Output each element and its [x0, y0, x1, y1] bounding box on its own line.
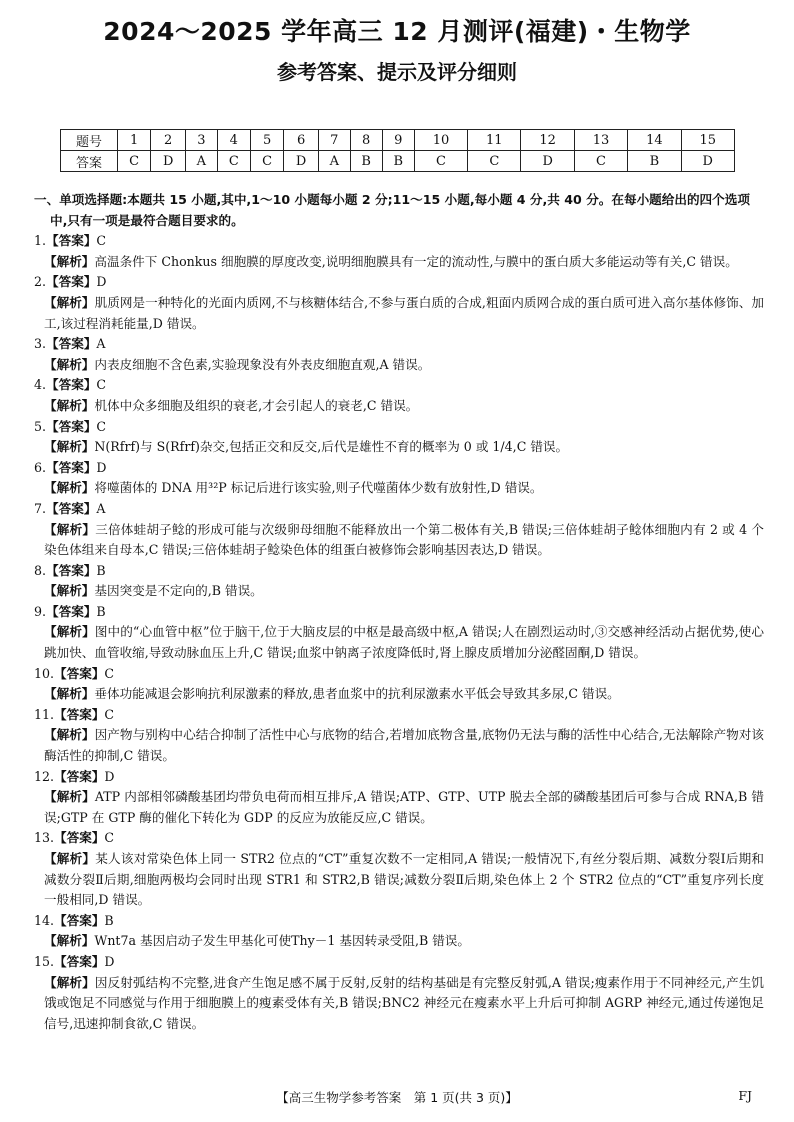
page-title: 2024～2025 学年高三 12 月测评(福建)・生物学 [103, 17, 691, 46]
answer-value: D [104, 768, 115, 784]
question-item [34, 417, 764, 458]
explanation-line [34, 931, 764, 952]
page-footer: 【高三生物学参考答案 第 1 页(共 3 页)】 [276, 1090, 518, 1105]
question-item [34, 499, 764, 561]
question-number-cell: 15 [681, 130, 734, 151]
explain-tag: 【解析】 [44, 933, 95, 949]
answer-line [34, 334, 764, 355]
answer-cell: C [414, 151, 467, 172]
answer-value: B [96, 603, 106, 619]
question-number-cell: 7 [319, 130, 351, 151]
explanation-line [34, 293, 764, 334]
explain-tag: 【解析】 [44, 397, 95, 413]
answer-header: 答案 [61, 151, 118, 172]
answer-line [34, 231, 764, 252]
answer-tag: 【答案】 [54, 912, 105, 928]
question-number-cell: 3 [186, 130, 218, 151]
question-number: 14. [34, 912, 55, 928]
question-number: 13. [34, 830, 55, 846]
question-number: 1. [34, 233, 47, 249]
question-item [34, 664, 764, 705]
question-number: 4. [34, 377, 47, 393]
answer-cell: A [319, 151, 351, 172]
explain-tag: 【解析】 [44, 356, 95, 372]
answer-value: D [96, 274, 107, 290]
answer-line [34, 664, 764, 685]
answer-tag: 【答案】 [46, 562, 97, 578]
answer-tag: 【答案】 [54, 706, 105, 722]
answer-line [34, 952, 764, 973]
explain-tag: 【解析】 [44, 974, 95, 990]
answer-cell: C [574, 151, 627, 172]
question-number: 6. [34, 459, 47, 475]
question-item [34, 828, 764, 910]
answer-line [34, 375, 764, 396]
answer-line [34, 911, 764, 932]
answer-key-table [60, 129, 735, 172]
answer-tag: 【答案】 [46, 377, 97, 393]
section-heading: 一、单项选择题:本题共 15 小题,其中,1～10 小题每小题 2 分;11～15 小题,每小题 4 分,共 40 分。在每小题给出的四个选项中,只有一项是最符合题目要求的。 [34, 192, 750, 228]
explanation-text: 因产物与别构中心结合抑制了活性中心与底物的结合,若增加底物含量,底物仍无法与酶的活性中心结合,无法解除产物对该酶活性的抑制,C 错误。 [44, 727, 765, 764]
explanation-text: 高温条件下 Chonkus 细胞膜的厚度改变,说明细胞膜具有一定的流动性,与膜中的蛋白质大多能运动等有关,C 错误。 [94, 253, 738, 269]
explanation-line [34, 478, 764, 499]
answer-value: B [104, 912, 114, 928]
question-number: 3. [34, 336, 47, 352]
answer-cell: C [250, 151, 283, 172]
answer-value: D [104, 953, 115, 969]
question-number: 10. [34, 665, 55, 681]
question-number-cell: 12 [521, 130, 574, 151]
answer-line [34, 272, 764, 293]
answer-line [34, 458, 764, 479]
explanation-line [34, 849, 764, 911]
answer-value: A [96, 336, 106, 352]
answer-value: C [96, 418, 107, 434]
answer-row [61, 151, 735, 172]
question-number-cell: 6 [284, 130, 319, 151]
explanation-text: 垂体功能减退会影响抗利尿激素的释放,患者血浆中的抗利尿激素水平低会导致其多尿,C 错误。 [94, 686, 620, 702]
answer-tag: 【答案】 [46, 336, 97, 352]
question-number: 8. [34, 562, 47, 578]
question-number-cell: 10 [414, 130, 467, 151]
answer-cell: B [350, 151, 382, 172]
question-number: 11. [34, 706, 55, 722]
question-item [34, 911, 764, 952]
question-number: 15. [34, 953, 55, 969]
explanation-line [34, 355, 764, 376]
answer-cell: D [284, 151, 319, 172]
answer-tag: 【答案】 [46, 500, 97, 516]
question-number-cell: 13 [574, 130, 627, 151]
explanation-line [34, 622, 764, 663]
answer-value: B [96, 562, 106, 578]
answer-cell: B [382, 151, 414, 172]
answer-line [34, 705, 764, 726]
answer-cell: D [151, 151, 186, 172]
question-number: 9. [34, 603, 47, 619]
answer-tag: 【答案】 [54, 830, 105, 846]
question-item [34, 952, 764, 1034]
explain-tag: 【解析】 [44, 851, 96, 866]
question-item [34, 375, 764, 416]
answer-tag: 【答案】 [54, 768, 105, 784]
answer-line [34, 828, 764, 849]
explain-tag: 【解析】 [44, 727, 95, 743]
answer-line [34, 602, 764, 623]
explanation-line [34, 973, 764, 1035]
explain-tag: 【解析】 [44, 253, 95, 269]
answer-value: A [96, 500, 106, 516]
answer-value: C [96, 377, 107, 393]
explanation-line [34, 581, 764, 602]
explanation-text: 图中的“心血管中枢”位于脑干,位于大脑皮层的中枢是最高级中枢,A 错误;人在剧烈运动时,③交感神经活动占据优势,使心跳加快、血管收缩,导致动脉血压上升,C 错误;血浆中钠离子浓度降低时,肾上腺皮质增加分泌醛固酮,D 错误。 [44, 624, 765, 661]
explanation-text: Wnt7a 基因启动子发生甲基化可使Thy－1 基因转录受阻,B 错误。 [94, 933, 470, 949]
explanation-text: ATP 内部相邻磷酸基团均带负电荷而相互排斥,A 错误;ATP、GTP、UTP 脱去全部的磷酸基团后可参与合成 RNA,B 错误;GTP 在 GTP 酶的催化下转化为 GDP 的反应为放能反应,C 错误。 [44, 789, 764, 825]
answer-tag: 【答案】 [46, 233, 97, 249]
answer-value: C [96, 233, 107, 249]
explanation-line [34, 396, 764, 417]
explanation-text: 将噬菌体的 DNA 用³²P 标记后进行该实验,则子代噬菌体少数有放射性,D 错误。 [94, 480, 543, 496]
question-number-header: 题号 [61, 130, 118, 151]
explanation-line [34, 684, 764, 705]
answer-cell: B [628, 151, 681, 172]
question-number-cell: 2 [151, 130, 186, 151]
answer-tag: 【答案】 [54, 665, 105, 681]
question-number: 12. [34, 768, 55, 784]
question-item [34, 272, 764, 334]
question-item [34, 561, 764, 602]
explanation-text: 三倍体蛙胡子鲶的形成可能与次级卵母细胞不能释放出一个第二极体有关,B 错误;三倍体蛙胡子鲶体细胞内有 2 或 4 个染色体组来自母本,C 错误;三倍体蛙胡子鲶染色体的组蛋白被修饰会影响基因表达,D 错误。 [44, 521, 764, 558]
answer-cell: C [217, 151, 250, 172]
explain-tag: 【解析】 [44, 789, 95, 805]
answer-cell: D [681, 151, 734, 172]
explain-tag: 【解析】 [44, 294, 95, 310]
region-code: FJ [738, 1088, 752, 1103]
explanation-text: N(Rfrf)与 S(Rfrf)杂交,包括正交和反交,后代是雄性不育的概率为 0 或 1/4,C 错误。 [94, 439, 569, 455]
answer-value: C [104, 830, 115, 846]
answer-cell: C [118, 151, 151, 172]
explanations-section [34, 190, 764, 1034]
answer-line [34, 767, 764, 788]
explanation-line [34, 252, 764, 273]
explain-tag: 【解析】 [44, 583, 95, 599]
explanation-line [34, 437, 764, 458]
question-number-cell: 9 [382, 130, 414, 151]
answer-tag: 【答案】 [46, 603, 97, 619]
explanation-text: 内表皮细胞不含色素,实验现象没有外表皮细胞直观,A 错误。 [94, 356, 431, 372]
answer-line [34, 417, 764, 438]
answer-value: D [96, 459, 107, 475]
explanation-text: 基因突变是不定向的,B 错误。 [94, 583, 263, 599]
answer-line [34, 499, 764, 520]
question-number: 7. [34, 500, 47, 516]
explain-tag: 【解析】 [44, 439, 95, 455]
question-item [34, 767, 764, 829]
answer-cell: D [521, 151, 574, 172]
explanation-text: 机体中众多细胞及组织的衰老,才会引起人的衰老,C 错误。 [94, 397, 419, 413]
answer-cell: A [186, 151, 218, 172]
question-number-cell: 8 [350, 130, 382, 151]
question-item [34, 231, 764, 272]
answer-tag: 【答案】 [46, 459, 97, 475]
question-item [34, 458, 764, 499]
question-number-row [61, 130, 735, 151]
answer-tag: 【答案】 [46, 274, 97, 290]
explanation-line [34, 787, 764, 828]
answer-cell: C [468, 151, 521, 172]
answer-line [34, 561, 764, 582]
question-list [34, 231, 764, 1034]
page-subtitle: 参考答案、提示及评分细则 [277, 60, 517, 84]
question-item [34, 705, 764, 767]
explain-tag: 【解析】 [44, 480, 95, 496]
explain-tag: 【解析】 [44, 521, 96, 537]
question-number-cell: 5 [250, 130, 283, 151]
explanation-line [34, 725, 764, 766]
explain-tag: 【解析】 [44, 686, 95, 702]
explanation-text: 某人该对常染色体上同一 STR2 位点的“CT”重复次数不一定相同,A 错误;一般情况下,有丝分裂后期、减数分裂Ⅰ后期和减数分裂Ⅱ后期,细胞两极均会同时出现 STR1 和 STR2,B 错误;减数分裂Ⅱ后期,染色体上 2 个 STR2 位点的“CT”重复序列长度一般相同,D 错误。 [44, 851, 765, 908]
question-item [34, 602, 764, 664]
explain-tag: 【解析】 [44, 624, 95, 640]
question-number-cell: 1 [118, 130, 151, 151]
answer-tag: 【答案】 [46, 418, 97, 434]
explanation-text: 肌质网是一种特化的光面内质网,不与核糖体结合,不参与蛋白质的合成,粗面内质网合成的蛋白质可进入高尔基体修饰、加工,该过程消耗能量,D 错误。 [44, 294, 765, 331]
question-number-cell: 11 [468, 130, 521, 151]
answer-tag: 【答案】 [54, 953, 105, 969]
explanation-text: 因反射弧结构不完整,进食产生饱足感不属于反射,反射的结构基础是有完整反射弧,A 错误;瘦素作用于不同神经元,产生饥饿或饱足不同感觉与作用于细胞膜上的瘦素受体有关,B 错误;BNC2 神经元在瘦素水平上升后可抑制 AGRP 神经元,通过传递饱足信号,迅速抑制食欲,C 错误。 [44, 974, 765, 1031]
answer-value: C [104, 665, 115, 681]
question-number: 5. [34, 418, 47, 434]
question-number-cell: 4 [217, 130, 250, 151]
answer-value: C [104, 706, 115, 722]
explanation-line [34, 520, 764, 561]
question-item [34, 334, 764, 375]
question-number-cell: 14 [628, 130, 681, 151]
question-number: 2. [34, 274, 47, 290]
